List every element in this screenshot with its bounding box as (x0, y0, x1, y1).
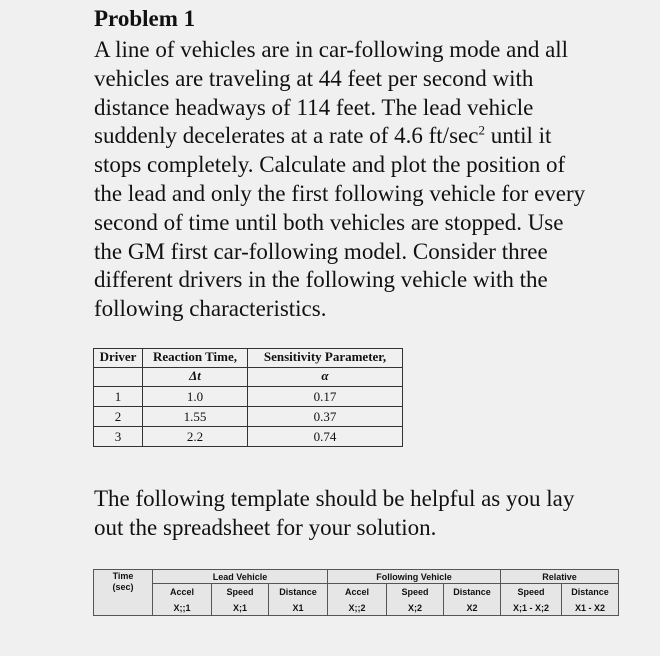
statement-line: vehicles are traveling at 44 feet per second with (94, 65, 534, 91)
table-cell: 1.0 (143, 387, 248, 407)
problem-title: Problem 1 (94, 6, 196, 31)
table-cell: 3 (94, 427, 143, 447)
table-row (94, 387, 403, 407)
group-header-following: Following Vehicle (328, 570, 501, 584)
table-cell: 2.2 (143, 427, 248, 447)
statement-line: the lead and only the first following vehicle for every (94, 180, 586, 206)
statement-line: following characteristics. (94, 296, 327, 322)
statement-line: second of time until both vehicles are stopped. Use (94, 209, 564, 235)
statement-line: A line of vehicles are in car-following mode and all (94, 37, 569, 62)
column-name: Distance (444, 584, 501, 601)
statement-line-part: suddenly decelerates at a rate of 4.6 ft/sec (94, 123, 479, 149)
column-name: Distance (562, 584, 619, 601)
time-label: Time (112, 571, 134, 581)
column-name: Speed (501, 584, 562, 601)
intro-line: out the spreadsheet for your solution. (94, 515, 437, 540)
table-cell: 2 (94, 407, 143, 427)
column-variable: X;;1 (153, 600, 212, 616)
template-colname-row (94, 584, 619, 601)
statement-line: different drivers in the following vehicle with the (94, 267, 548, 293)
table-cell: 1 (94, 387, 143, 407)
column-variable: X1 - X2 (562, 600, 619, 616)
time-column-header (94, 570, 153, 616)
problem-statement (94, 36, 639, 324)
column-name: Distance (269, 584, 328, 601)
column-name: Accel (328, 584, 387, 601)
statement-line: distance headways of 114 feet. The lead vehicle (94, 94, 534, 120)
column-name: Speed (212, 584, 269, 601)
column-name: Accel (153, 584, 212, 601)
column-variable: X;;2 (328, 600, 387, 616)
column-variable: X;1 - X;2 (501, 600, 562, 616)
column-variable: X;2 (387, 600, 444, 616)
column-subheader: α (248, 368, 403, 387)
table-subheader-row (94, 368, 403, 387)
table-row (94, 407, 403, 427)
column-variable: X2 (444, 600, 501, 616)
spreadsheet-template-table (93, 569, 619, 616)
time-unit: (sec) (112, 582, 134, 592)
group-header-relative: Relative (501, 570, 619, 584)
table-cell: 0.17 (248, 387, 403, 407)
statement-line (94, 122, 639, 151)
table-cell: 0.74 (248, 427, 403, 447)
column-header: Driver (94, 349, 143, 368)
column-name: Speed (387, 584, 444, 601)
template-intro-text (94, 484, 634, 542)
template-group-row (94, 570, 619, 584)
group-header-lead: Lead Vehicle (153, 570, 328, 584)
column-header: Sensitivity Parameter, (248, 349, 403, 368)
column-variable: X;1 (212, 600, 269, 616)
template-variable-row (94, 600, 619, 616)
intro-line: The following template should be helpful as you lay (94, 486, 575, 511)
statement-line-part: until it (484, 123, 552, 149)
table-row (94, 427, 403, 447)
driver-characteristics-table (93, 348, 403, 447)
table-header-row (94, 349, 403, 368)
column-subheader: Δt (143, 368, 248, 387)
column-header: Reaction Time, (143, 349, 248, 368)
column-variable: X1 (269, 600, 328, 616)
statement-line: the GM first car-following model. Consider three (94, 238, 548, 264)
superscript: 2 (478, 122, 485, 138)
table-cell: 1.55 (143, 407, 248, 427)
table-cell: 0.37 (248, 407, 403, 427)
statement-line: stops completely. Calculate and plot the position of (94, 152, 566, 178)
column-subheader (94, 368, 143, 387)
